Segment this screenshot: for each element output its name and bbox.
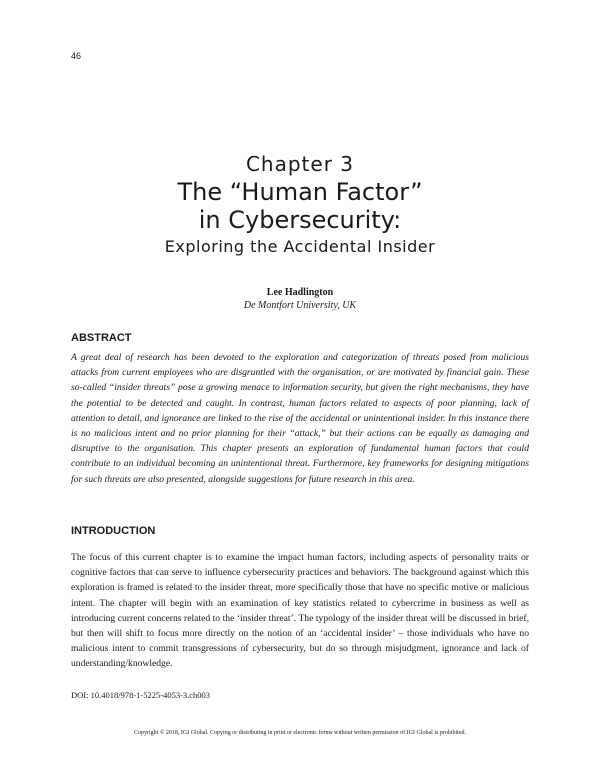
introduction-text: The focus of this current chapter is to examine the impact human factors, including aspects of personality traits or cognitive factors that can serve to influence cybersecurity practices and behaviors. The background against which this exploration is framed is related to the insider threat, more specifically those that have no specific motive or malicious intent. The chapter will begin with an examination of key statistics related to cybercrime in business as well as introducing current concerns related to the ‘insider threat’. The typology of the insider threat will be discussed in brief, but then will shift to focus more directly on the notion of an ‘accidental insider’ – those individuals who have no malicious intent to commit transgressions of cybersecurity, but do so through misjudgment, ignorance and lack of understanding/knowledge. <box>71 552 529 670</box>
chapter-label: Chapter 3 <box>245 152 355 176</box>
page-number: 46 <box>71 51 82 61</box>
chapter-title-line-1: The “Human Factor” <box>177 178 423 206</box>
chapter-subtitle: Exploring the Accidental Insider <box>164 237 436 256</box>
chapter-title-line-2: in Cybersecurity: <box>198 206 402 234</box>
abstract-heading: ABSTRACT <box>71 332 132 344</box>
introduction-heading: INTRODUCTION <box>71 525 156 537</box>
author-affiliation: De Montfort University, UK <box>243 300 357 311</box>
abstract-text: A great deal of research has been devoted to the exploration and categorization of threats posed from malicious attacks from current employees who are disgruntled with the organisation, or are motivated by financial gain. These so-called “insider threats” pose a growing menace to information security, but given the right mechanisms, they have the potential to be detected and caught. In contrast, human factors related to aspects of poor planning, lack of attention to detail, and ignorance are linked to the rise of the accidental or unintentional insider. In this instance there is no malicious intent and no prior planning for their “attack,” but their actions can be equally as damaging and disruptive to the organisation. This chapter presents an exploration of fundamental human factors that could contribute to an individual becoming an unintentional threat. Furthermore, key frameworks for designing mitigations for such threats are also presented, alongside suggestions for future research in this area. <box>71 352 529 485</box>
doi: DOI: 10.4018/978-1-5225-4053-3.ch003 <box>71 690 211 700</box>
copyright-notice: Copyright © 2018, IGI Global. Copying or distributing in print or electronic forms without written permission of IGI Global is prohibited. <box>133 730 466 736</box>
author-name: Lee Hadlington <box>266 287 334 298</box>
